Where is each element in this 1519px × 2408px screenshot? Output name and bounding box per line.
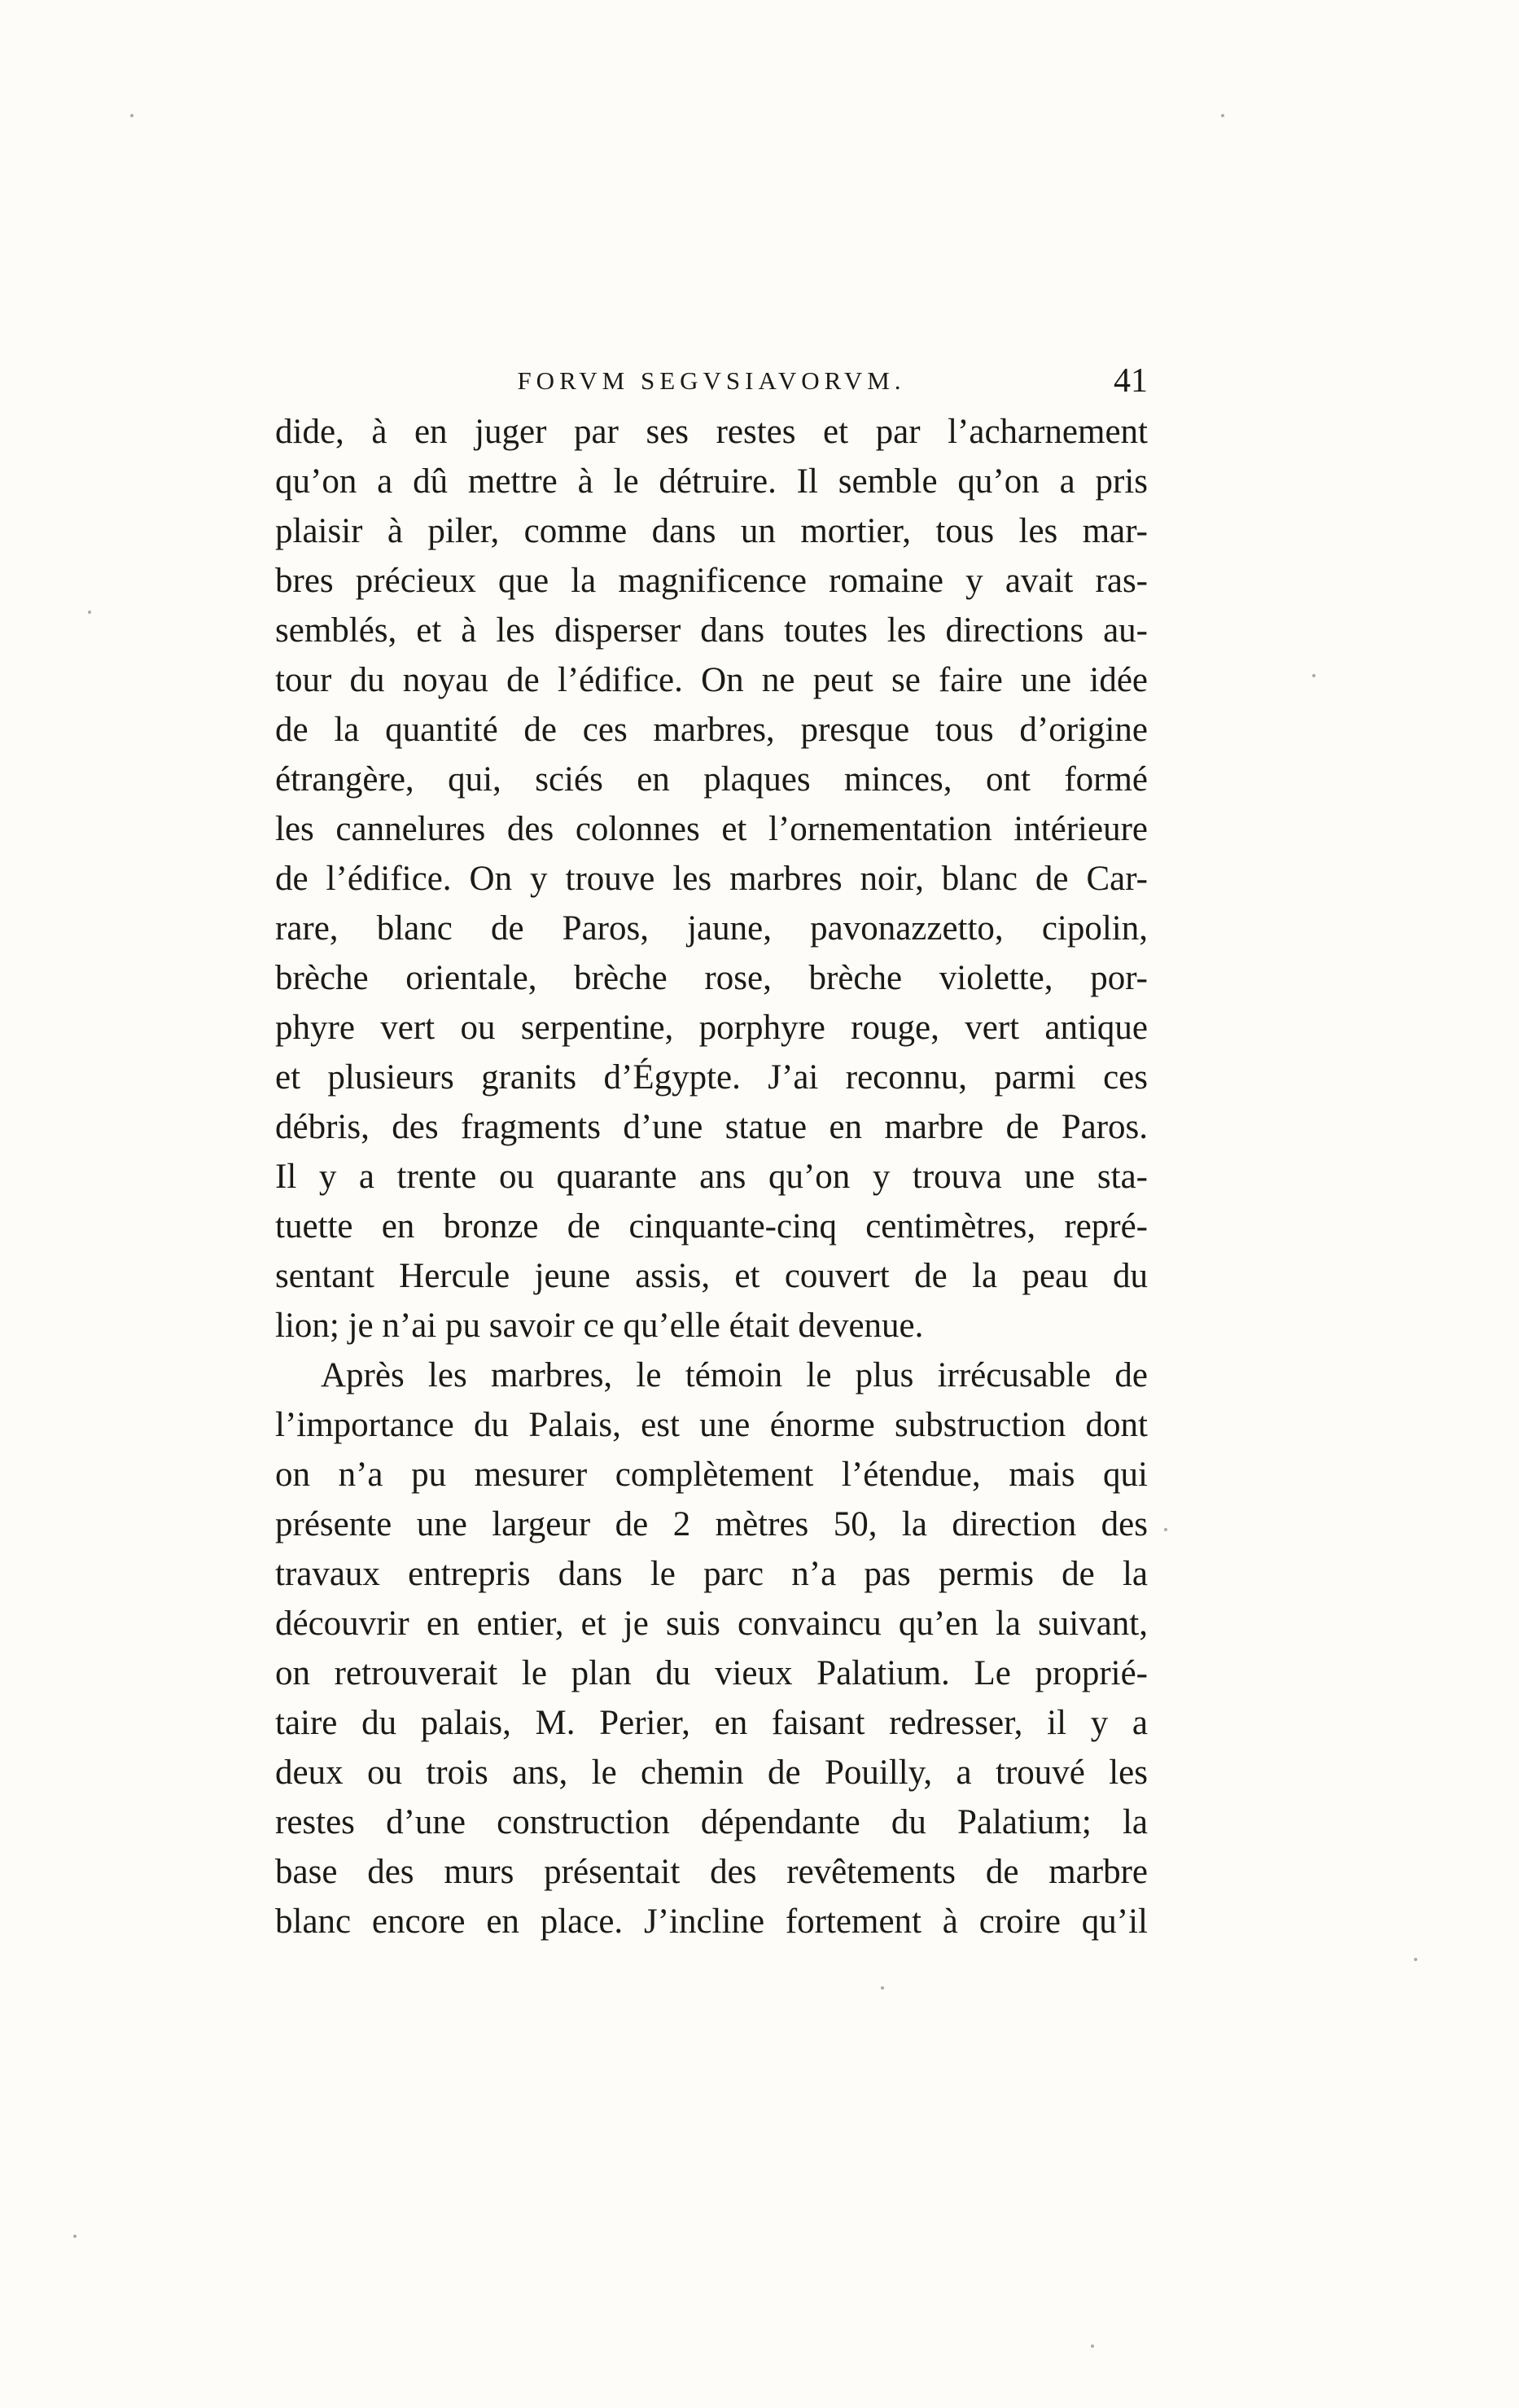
text-line: taire du palais, M. Perier, en faisant redresser, il y a xyxy=(275,1704,1148,1742)
text-line: plaisir à piler, comme dans un mortier, tous les mar- xyxy=(275,512,1148,550)
running-head xyxy=(275,357,1148,405)
text-line: découvrir en entier, et je suis convaincu qu’en la suivant, xyxy=(275,1605,1148,1643)
text-line: présente une largeur de 2 mètres 50, la direction des xyxy=(275,1505,1148,1543)
text-line: dide, à en juger par ses restes et par l’acharnement xyxy=(275,413,1148,451)
paper-speck xyxy=(1164,1528,1167,1531)
paper-speck xyxy=(1091,2345,1094,2348)
paragraph-1 xyxy=(275,407,1148,1351)
text-line: travaux entrepris dans le parc n’a pas permis de la xyxy=(275,1555,1148,1593)
text-line: deux ou trois ans, le chemin de Pouilly, a trouvé les xyxy=(275,1753,1148,1792)
text-line: tour du noyau de l’édifice. On ne peut se faire une idée xyxy=(275,661,1148,699)
text-line: les cannelures des colonnes et l’ornementation intérieure xyxy=(275,810,1148,848)
text-line: de l’édifice. On y trouve les marbres noir, blanc de Car- xyxy=(275,860,1148,898)
running-title: FORVM SEGVSIAVORVM. xyxy=(517,366,906,395)
text-line: bres précieux que la magnificence romaine y avait ras- xyxy=(275,562,1148,600)
paper-speck xyxy=(1312,674,1315,677)
paper-speck xyxy=(73,2235,77,2238)
text-line: rare, blanc de Paros, jaune, pavonazzetto, cipolin, xyxy=(275,909,1148,948)
text-line: tuette en bronze de cinquante-cinq centimètres, repré- xyxy=(275,1207,1148,1246)
text-line: phyre vert ou serpentine, porphyre rouge, vert antique xyxy=(275,1009,1148,1047)
text-line: on n’a pu mesurer complètement l’étendue, mais qui xyxy=(275,1456,1148,1494)
text-line: restes d’une construction dépendante du Palatium; la xyxy=(275,1803,1148,1841)
text-line: étrangère, qui, sciés en plaques minces, ont formé xyxy=(275,760,1148,799)
text-line: Il y a trente ou quarante ans qu’on y trouva une sta- xyxy=(275,1158,1148,1196)
body-text xyxy=(275,407,1148,1946)
text-line: et plusieurs granits d’Égypte. J’ai reconnu, parmi ces xyxy=(275,1058,1148,1097)
paragraph-2 xyxy=(275,1351,1148,1946)
text-line: de la quantité de ces marbres, presque tous d’origine xyxy=(275,711,1148,749)
text-line: débris, des fragments d’une statue en marbre de Paros. xyxy=(275,1108,1148,1146)
paper-speck xyxy=(1414,1958,1417,1961)
text-line: base des murs présentait des revêtements de marbre xyxy=(275,1853,1148,1891)
text-line: lion; je n’ai pu savoir ce qu’elle était devenue. xyxy=(275,1307,924,1345)
text-line: semblés, et à les disperser dans toutes les directions au- xyxy=(275,611,1148,650)
text-line: l’importance du Palais, est une énorme substruction dont xyxy=(275,1406,1148,1444)
paper-speck xyxy=(88,611,91,614)
text-line: qu’on a dû mettre à le détruire. Il semble qu’on a pris xyxy=(275,462,1148,501)
paper-speck xyxy=(881,1986,884,1990)
text-line: sentant Hercule jeune assis, et couvert de la peau du xyxy=(275,1257,1148,1295)
text-line: on retrouverait le plan du vieux Palatium. Le proprié- xyxy=(275,1654,1148,1692)
paper-speck xyxy=(130,114,134,117)
page-number: 41 xyxy=(1114,362,1148,400)
paper-speck xyxy=(1221,114,1224,117)
text-line: blanc encore en place. J’incline fortement à croire qu’il xyxy=(275,1902,1148,1941)
text-line: brèche orientale, brèche rose, brèche violette, por- xyxy=(275,959,1148,997)
text-line: Après les marbres, le témoin le plus irrécusable de xyxy=(321,1356,1148,1394)
